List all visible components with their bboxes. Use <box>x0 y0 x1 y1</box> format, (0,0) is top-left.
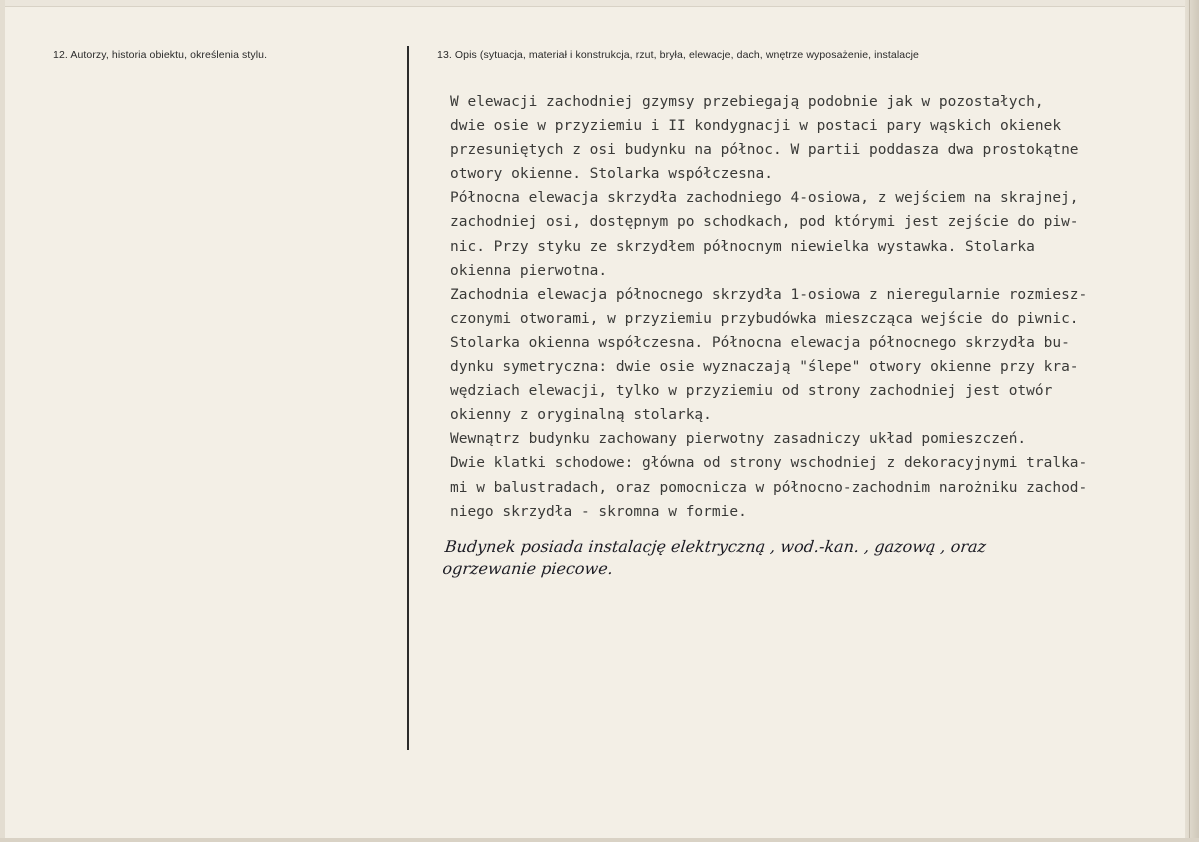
typed-line: Wewnątrz budynku zachowany pierwotny zasadniczy układ pomieszczeń. <box>450 431 1027 448</box>
typed-line: Zachodnia elewacja północnego skrzydła 1-osiowa z nieregularnie rozmiesz- <box>450 286 1088 303</box>
section-12-heading: 12. Autorzy, historia obiektu, określenia stylu. <box>53 49 268 61</box>
typed-line: otwory okienne. Stolarka współczesna. <box>450 166 774 183</box>
typed-line: czonymi otworami, w przyziemiu przybudówka mieszcząca wejście do piwnic. <box>450 310 1079 327</box>
typed-line: dwie osie w przyziemiu i II kondygnacji w postaci pary wąskich okienek <box>450 118 1062 135</box>
handwritten-line: Budynek posiada instalację elektryczną , wod.-kan. , gazową , oraz <box>443 537 988 556</box>
typed-line: przesuniętych z osi budynku na północ. W partii poddasza dwa prostokątne <box>450 142 1079 159</box>
typed-line: Północna elewacja skrzydła zachodniego 4-osiowa, z wejściem na skrajnej, <box>450 190 1079 207</box>
typed-line: mi w balustradach, oraz pomocnicza w północno-zachodnim narożniku zachod- <box>450 479 1088 496</box>
typed-line: Stolarka okienna współczesna. Północna elewacja północnego skrzydła bu- <box>450 334 1070 351</box>
column-divider <box>407 46 409 750</box>
section-13-heading: 13. Opis (sytuacja, materiał i konstrukcja, rzut, bryła, elewacje, dach, wnętrze wyposażenie, instalacje <box>437 49 919 61</box>
typed-description <box>450 90 1180 524</box>
page-right-edge <box>1185 0 1199 842</box>
typed-line: W elewacji zachodniej gzymsy przebiegają podobnie jak w pozostałych, <box>450 94 1044 110</box>
typed-line: okienna pierwotna. <box>450 262 608 279</box>
page-top-edge <box>0 0 1199 7</box>
typed-line: okienny z oryginalną stolarką. <box>450 407 712 424</box>
handwritten-note <box>441 536 987 580</box>
typed-line: wędziach elewacji, tylko w przyziemiu od strony zachodniej jest otwór <box>450 383 1053 400</box>
typed-line: niego skrzydła - skromna w formie. <box>450 503 747 520</box>
page-left-edge <box>0 0 5 842</box>
typed-line: Dwie klatki schodowe: główna od strony wschodniej z dekoracyjnymi tralka- <box>450 455 1088 472</box>
typed-line: dynku symetryczna: dwie osie wyznaczają "ślepe" otwory okienne przy kra- <box>450 359 1079 376</box>
page-bottom-edge <box>0 838 1199 842</box>
typed-line: zachodniej osi, dostępnym po schodkach, pod którymi jest zejście do piw- <box>450 214 1079 231</box>
handwritten-line: ogrzewanie piecowe. <box>441 559 614 578</box>
typed-line: nic. Przy styku ze skrzydłem północnym niewielka wystawka. Stolarka <box>450 238 1035 255</box>
